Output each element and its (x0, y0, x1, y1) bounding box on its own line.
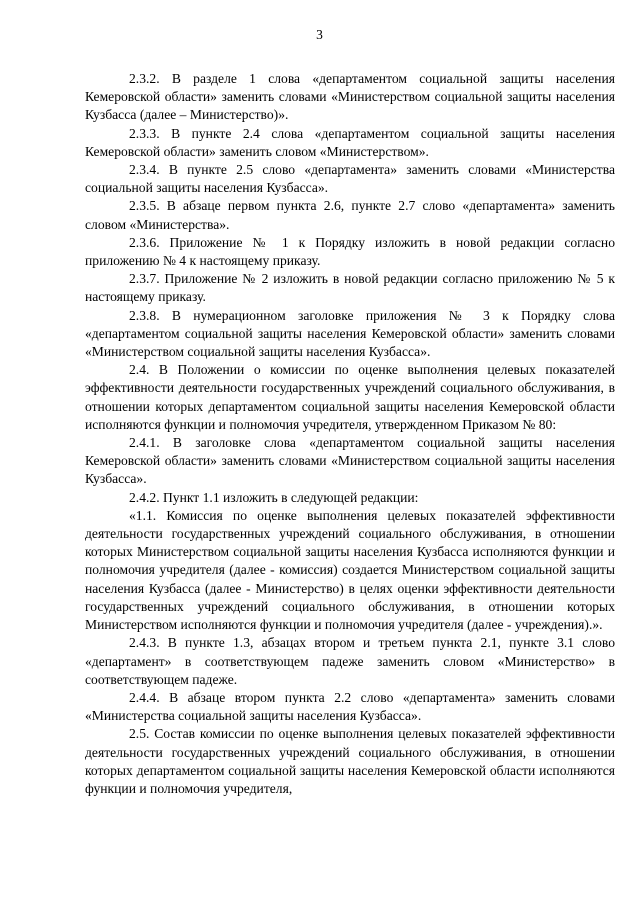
paragraph-2-3-2: 2.3.2. В разделе 1 слова «департаментом социальной защиты населения Кемеровской области» заменить словами «Министерством социальной защиты населения Кузбасса (далее – Министерство)». (85, 71, 615, 123)
paragraph-2-3-7: 2.3.7. Приложение № 2 изложить в новой редакции согласно приложению № 5 к настоящему приказу. (85, 271, 615, 305)
paragraph-2-3-3: 2.3.3. В пункте 2.4 слова «департаментом социальной защиты населения Кемеровской области» заменить словом «Министерством». (85, 125, 615, 159)
paragraph-2-5: 2.5. Состав комиссии по оценке выполнения целевых показателей эффективности деятельности государственных учреждений социального обслуживания, в отношении которых департаментом социальной защиты населения Кемеровской области исполняются функции и полномочия учредителя, (85, 726, 615, 796)
document-body (85, 70, 615, 798)
paragraph-2-4-1: 2.4.1. В заголовке слова «департаментом социальной защиты населения Кемеровской области» заменить словами «Министерством социальной защиты населения Кузбасса». (85, 435, 615, 487)
paragraph-quoted-1-1: «1.1. Комиссия по оценке выполнения целевых показателей эффективности деятельности государственных учреждений социального обслуживания, в отношении которых Министерством социальной защиты населения Кузбасса исполняются функции и полномочия учредителя (далее - комиссия) создается Министерством социальной защиты населения Кузбасса (далее - Министерство) в целях оценки эффективности деятельности государственных учреждений социального обслуживания, в отношении которых Министерством исполняются функции и полномочия учредителя (далее - учреждения).». (85, 507, 615, 633)
paragraph-2-3-4: 2.3.4. В пункте 2.5 слово «департамента» заменить словами «Министерства социальной защиты населения Кузбасса». (85, 162, 615, 196)
page-number: 3 (316, 27, 323, 42)
paragraph-2-3-5: 2.3.5. В абзаце первом пункта 2.6, пункте 2.7 слово «департамента» заменить словом «Министерства». (85, 198, 615, 232)
paragraph-2-4: 2.4. В Положении о комиссии по оценке выполнения целевых показателей эффективности деятельности государственных учреждений социального обслуживания, в отношении которых департаментом социальной защиты населения Кемеровской области исполняются функции и полномочия учредителя, утвержденном Приказом № 80: (85, 362, 615, 432)
paragraph-2-3-8: 2.3.8. В нумерационном заголовке приложения № 3 к Порядку слова «департаментом социальной защиты населения Кемеровской области» заменить словами «Министерством социальной защиты населения Кузбасса». (85, 307, 615, 360)
paragraph-2-4-3: 2.4.3. В пункте 1.3, абзацах втором и третьем пункта 2.1, пункте 3.1 слово «департамент» в соответствующем падеже заменить словом «Министерство» в соответствующем падеже. (85, 635, 615, 687)
paragraph-2-4-4: 2.4.4. В абзаце втором пункта 2.2 слово «департамента» заменить словами «Министерства социальной защиты населения Кузбасса». (85, 689, 615, 724)
paragraph-2-4-2: 2.4.2. Пункт 1.1 изложить в следующей редакции: (129, 489, 419, 505)
paragraph-2-3-6: 2.3.6. Приложение № 1 к Порядку изложить в новой редакции согласно приложению № 4 к настоящему приказу. (85, 234, 615, 269)
